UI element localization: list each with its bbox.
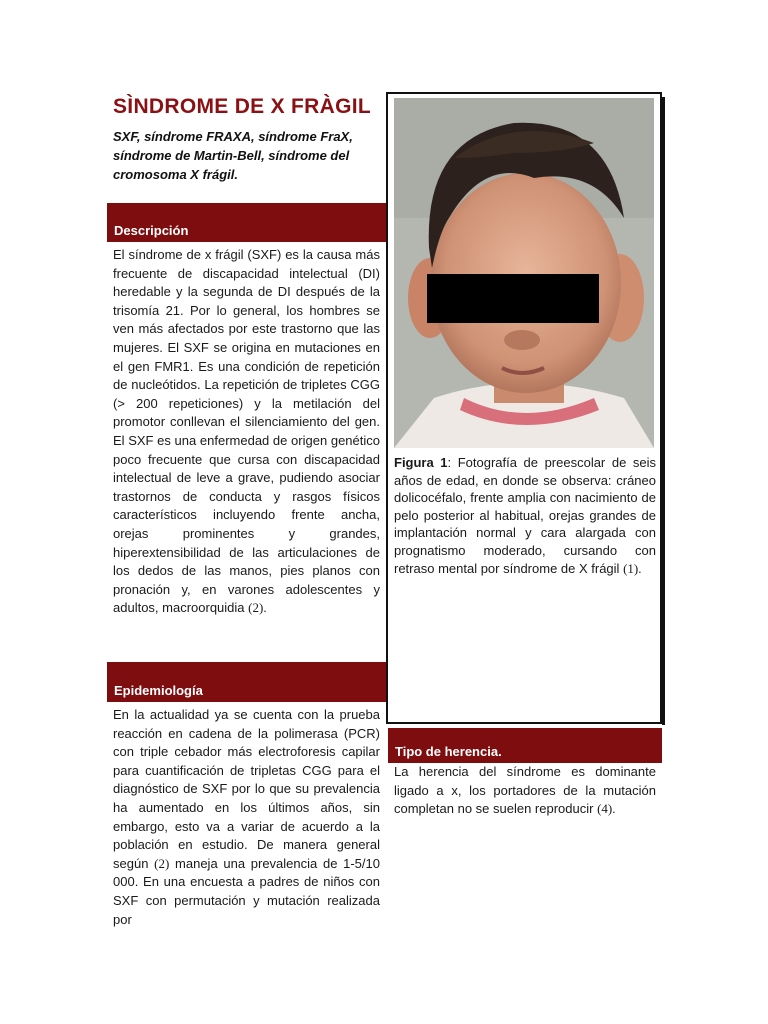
descripcion-body: El síndrome de x frágil (SXF) es la causa más frecuente de discapacidad intelectual (DI) heredable y la segunda de DI después de la trisomía 21. Por lo general, los hombres se ven más afectados por este trastorno que las mujeres. El SXF se origina en mutaciones en el gen FMR1. Es una condición de repetición de nucleótidos. La repetición de tripletes CGG (> 200 repeticiones) y la metilación del promotor conllevan el silenciamiento del gen. El SXF es una enfermedad de origen genético poco frecuente que cursa con discapacidad intelectual de leve a grave, pudiendo asociar trastornos de conducta y rasgos físicos característicos incluyendo frente ancha, orejas prominentes y grandes, hiperextensibilidad de las articulaciones de los dedos de las manos, pies planos con pronación y, en varones adolescentes y adultos, macroorquidia [113,247,380,616]
section-heading-descripcion-label: Descripción [114,223,189,238]
descripcion-text [113,246,380,618]
herencia-body: La herencia del síndrome es dominante ligado a x, los portadores de la mutación completan no se suelen reproducir [394,764,656,817]
descripcion-ref: (2). [248,600,267,616]
epidemiologia-body-a: En la actualidad ya se cuenta con la prueba reacción en cadena de la polimerasa (PCR) con triple cebador más electroforesis capilar para cuantificación de tripletas CGG para el diagnóstico de SXF por lo que su prevalencia ha aumentado en los últimos años, sin embargo, esto va a variar de acuerdo a la población en estudio. De manera general según [113,707,380,871]
herencia-ref: (4). [597,801,616,817]
epidemiologia-text [113,706,380,929]
section-heading-epidemiologia-label: Epidemiología [114,683,203,698]
epidemiologia-ref: (2) [154,855,170,871]
epidemiologia-body-b: maneja una prevalencia de 1-5/10 000. En una encuesta a padres de niños con SXF con permutación y mutación realizada por [113,855,380,927]
figure-caption-text: : Fotografía de preescolar de seis años de edad, en donde se observa: cráneo dolicocéfalo, frente amplia con nacimiento de pelo posterior al habitual, orejas grandes de implantación normal y cara alargada con prognatismo moderado, cursando con retraso mental por síndrome de X frágil [394,455,656,576]
figure-frame [386,92,662,724]
section-heading-herencia [388,728,662,763]
figure-label: Figura 1 [394,455,448,470]
figure-ref: (1). [623,560,642,576]
section-heading-descripcion [107,203,386,242]
herencia-text [394,763,656,819]
figure-caption [394,454,656,577]
section-heading-epidemiologia [107,662,386,702]
page-subtitle: SXF, síndrome FRAXA, síndrome FraX, síndrome de Martin-Bell, síndrome del cromosoma X frágil. [113,129,353,182]
page-title: SÌNDROME DE X FRÀGIL [113,95,372,118]
child-photo [394,98,654,448]
child-photo-illustration [394,98,654,448]
section-heading-herencia-label: Tipo de herencia. [395,744,502,759]
